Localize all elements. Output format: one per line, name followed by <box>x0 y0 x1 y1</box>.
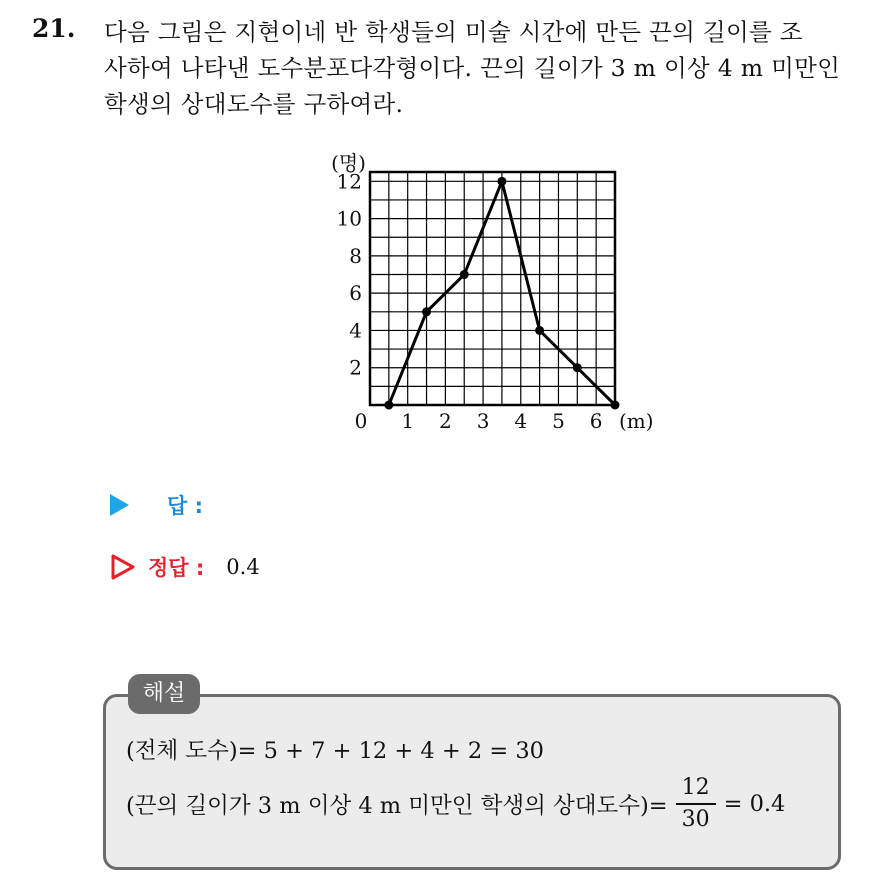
correct-answer-row <box>110 552 260 582</box>
answer-row <box>110 490 203 520</box>
y-tick-label: 6 <box>349 281 362 306</box>
question-line: 다음 그림은 지현이네 반 학생들의 미술 시간에 만든 끈의 길이를 조 <box>104 18 803 46</box>
explanation-line-2-suffix: = 0.4 <box>723 791 786 817</box>
data-point <box>460 270 469 279</box>
explanation-line-2 <box>126 774 785 834</box>
x-axis-label: (m) <box>619 409 654 433</box>
play-triangle-icon <box>110 494 129 516</box>
correct-answer-label: 정답 : <box>148 556 205 580</box>
data-point <box>384 401 393 410</box>
x-tick-label: 5 <box>552 409 565 433</box>
question-line: 사하여 나타낸 도수분포다각형이다. 끈의 길이가 3 m 이상 4 m 미만인 <box>104 54 841 82</box>
fraction-denominator: 30 <box>681 807 710 832</box>
explanation-line-1: (전체 도수)= 5 + 7 + 12 + 4 + 2 = 30 <box>126 738 544 764</box>
x-tick-label: 0 <box>354 409 368 433</box>
answer-label: 답 : <box>167 494 203 518</box>
outline-triangle-icon <box>110 554 136 580</box>
question-line: 학생의 상대도수를 구하여라. <box>104 90 404 118</box>
explanation-line-2-prefix: (끈의 길이가 3 m 이상 4 m 미만인 학생의 상대도수)= <box>126 793 668 819</box>
question-number: 21. <box>32 14 76 43</box>
question-text <box>104 14 864 122</box>
y-tick-label: 2 <box>349 355 362 380</box>
x-tick-label: 3 <box>476 409 490 433</box>
y-tick-label: 12 <box>336 169 362 194</box>
data-point <box>497 177 506 186</box>
correct-answer-value: 0.4 <box>226 555 260 579</box>
y-axis-label: (명) <box>331 151 366 175</box>
data-point <box>573 363 582 372</box>
explanation-tab: 해설 <box>128 674 200 714</box>
y-tick-label: 8 <box>349 243 362 268</box>
data-point <box>535 326 544 335</box>
x-tick-label: 6 <box>589 409 603 433</box>
fraction-bar <box>676 803 716 805</box>
frequency-polygon-chart <box>318 150 654 440</box>
relative-frequency-fraction <box>676 774 716 834</box>
fraction-numerator: 12 <box>681 775 710 800</box>
x-tick-label: 1 <box>401 409 415 433</box>
y-tick-label: 10 <box>336 206 362 231</box>
data-point <box>422 307 431 316</box>
x-tick-label: 4 <box>514 409 528 433</box>
x-tick-label: 2 <box>439 409 452 433</box>
y-tick-label: 4 <box>349 318 362 343</box>
